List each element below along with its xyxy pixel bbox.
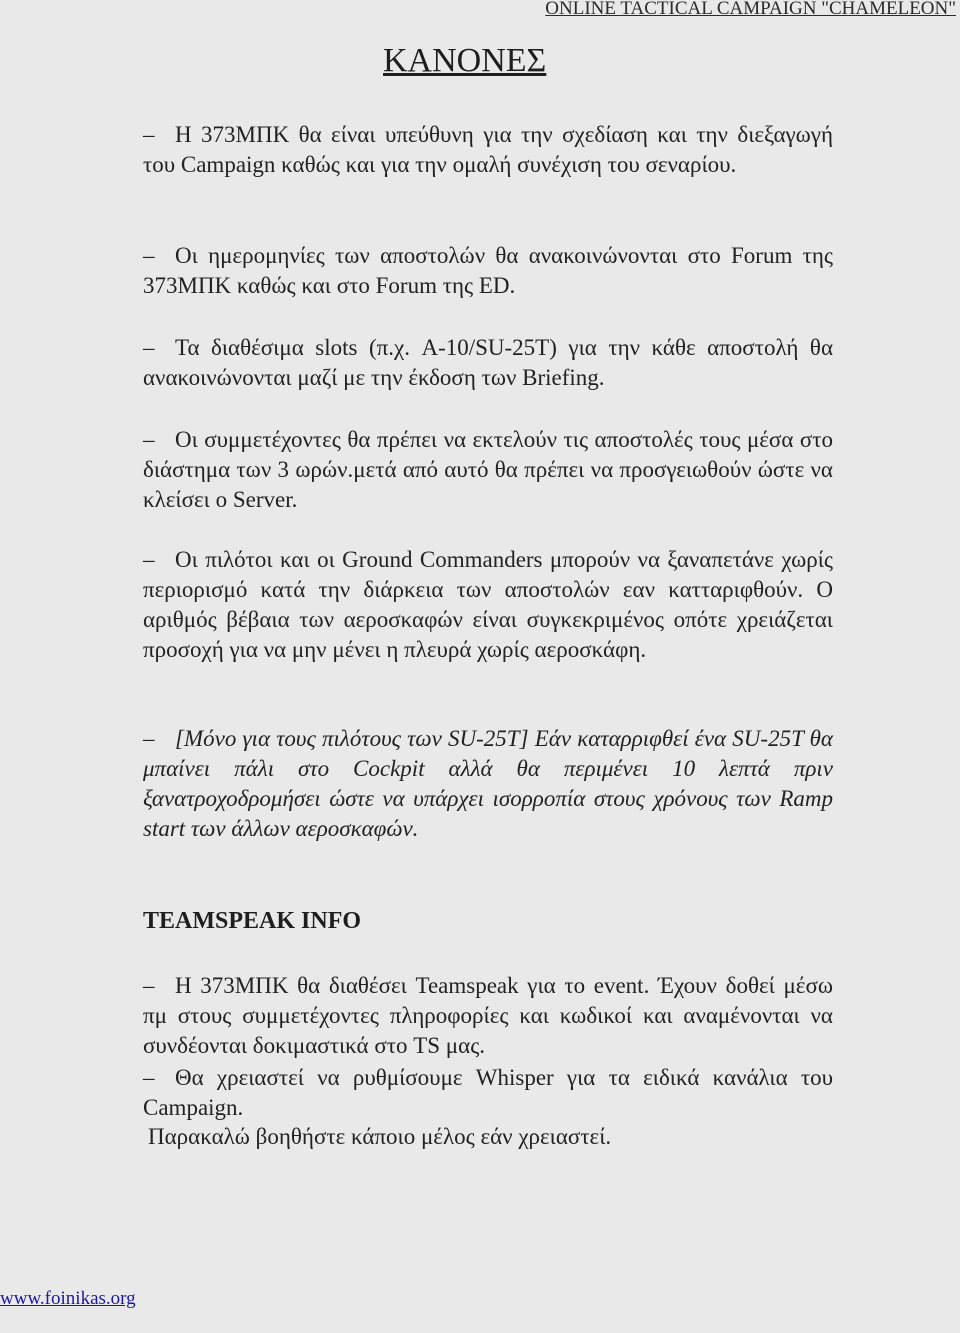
teamspeak-item: – Η 373ΜΠΚ θα διαθέσει Teamspeak για το event. Έχουν δοθεί μέσω πμ στους συμμετέχοντες πληροφορίες και κωδικοί και αναμένονται να συνδέονται δοκιμαστικά στο TS μας. — [143, 973, 833, 1058]
rule-item: – Οι πιλότοι και οι Ground Commanders μπορούν να ξαναπετάνε χωρίς περιορισμό κατά την διάρκεια των αποστολών εαν κατταριφθούν. Ο αριθμός βέβαια των αεροσκαφών είναι συγκεκριμένος οπότε χρειάζεται προσοχή για να μην μένει η πλευρά χωρίς αεροσκάφη. — [143, 547, 833, 662]
dash-bullet: – — [143, 427, 155, 452]
rule-item-su25t: – [Μόνο για τους πιλότους των SU-25T] Εάν καταρριφθεί ένα SU-25T θα μπαίνει πάλι στο Cockpit αλλά θα περιμένει 10 λεπτά πριν ξανατροχοδρομήσει ώστε να υπάρχει ισορροπία στους χρόνους των Ramp start των άλλων αεροσκαφών. — [143, 726, 833, 841]
campaign-header: ONLINE TACTICAL CAMPAIGN "CHAMELEON" — [545, 0, 956, 19]
dash-bullet: – — [143, 122, 155, 147]
rule-item: – Οι ημερομηνίες των αποστολών θα ανακοινώνονται στο Forum της 373ΜΠΚ καθώς και στο Forum της ED. — [143, 243, 833, 298]
dash-bullet: – — [143, 973, 155, 998]
dash-bullet: – — [143, 1065, 155, 1090]
teamspeak-note: Παρακαλώ βοηθήστε κάποιο μέλος εάν χρειαστεί. — [148, 1124, 612, 1149]
page-title: ΚΑΝΟΝΕΣ — [383, 42, 547, 79]
dash-bullet: – — [143, 243, 155, 268]
rule-item: – Τα διαθέσιμα slots (π.χ. A-10/SU-25T) για την κάθε αποστολή θα ανακοινώνονται μαζί με την έκδοση των Briefing. — [143, 335, 833, 390]
dash-bullet: – — [143, 726, 155, 751]
footer-link[interactable]: www.foinikas.org — [0, 1288, 136, 1309]
dash-bullet: – — [143, 335, 155, 360]
teamspeak-item: – Θα χρειαστεί να ρυθμίσουμε Whisper για τα ειδικά κανάλια του Campaign. — [143, 1065, 833, 1120]
dash-bullet: – — [143, 547, 155, 572]
rule-item: – Οι συμμετέχοντες θα πρέπει να εκτελούν τις αποστολές τους μέσα στο διάστημα των 3 ωρών.μετά από αυτό θα πρέπει να προσγειωθούν ώστε να κλείσει ο Server. — [143, 427, 833, 512]
teamspeak-heading: TEAMSPEAK INFO — [143, 908, 362, 934]
rule-item: – Η 373ΜΠΚ θα είναι υπεύθυνη για την σχεδίαση και την διεξαγωγή του Campaign καθώς και για την ομαλή συνέχιση του σεναρίου. — [143, 122, 833, 177]
